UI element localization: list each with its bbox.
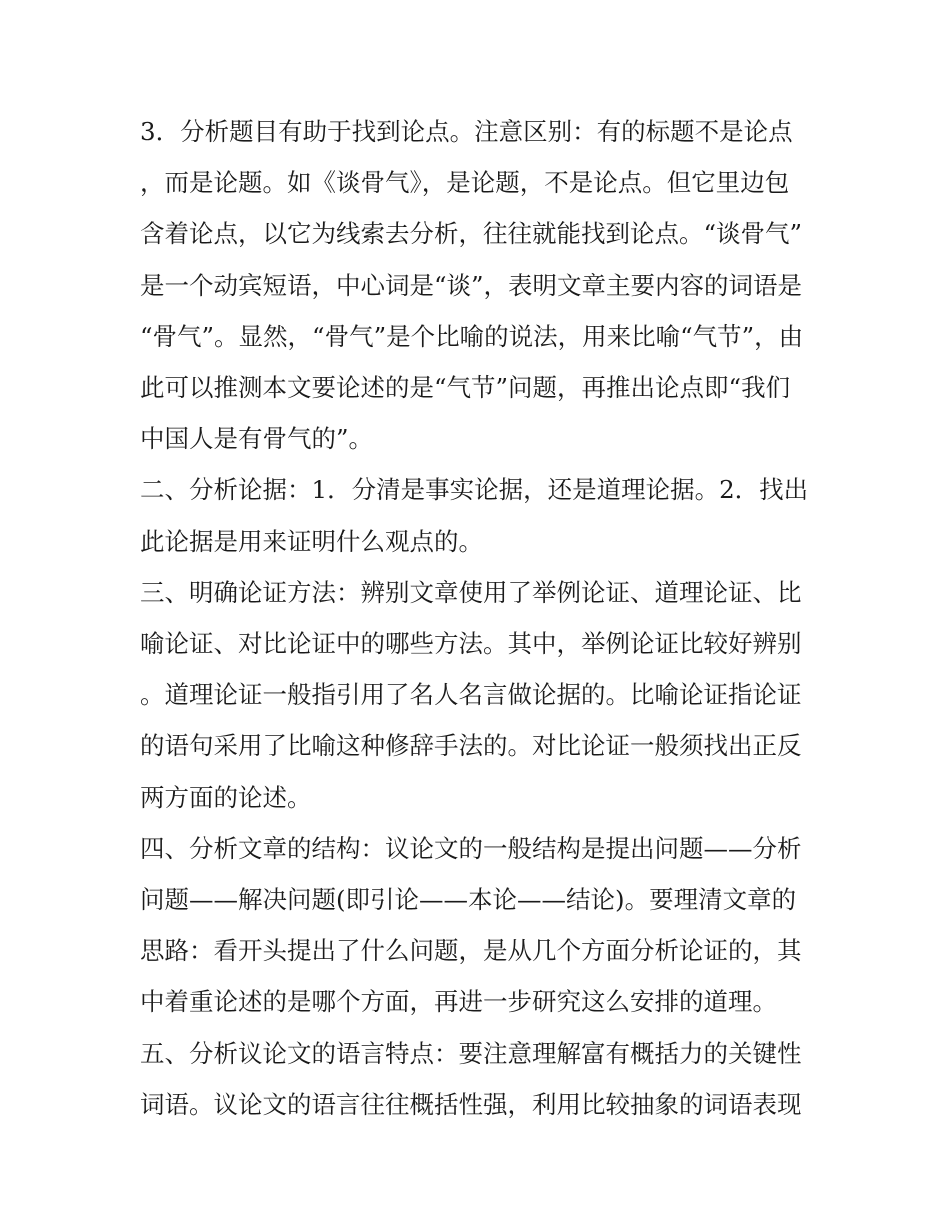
paragraph-find-thesis-from-title: 3．分析题目有助于找到论点。注意区别：有的标题不是论点，而是论题。如《谈骨气》，是论题，不是论点。但它里边包含着论点，以它为线索去分析，往往就能找到论点。“谈骨气”是一个动宾短语，中心词是“谈”，表明文章主要内容的词语是“骨气”。显然，“骨气”是个比喻的说法，用来比喻“气节”，由此可以推测本文要论述的是“气节”问题，再推出论点即“我们中国人是有骨气的”。	[140, 117, 804, 454]
paragraph-language-features: 五、分析议论文的语言特点：要注意理解富有概括力的关键性词语。议论文的语言往往概括性强，利用比较抽象的词语表现	[140, 1038, 802, 1119]
paragraph-article-structure: 四、分析文章的结构：议论文的一般结构是提出问题——分析问题——解决问题(即引论——本论——结论)。要理清文章的思路：看开头提出了什么问题，是从几个方面分析论证的，其中着重论述的是哪个方面，再进一步研究这么安排的道理。	[140, 833, 802, 1017]
paragraph-argument-methods: 三、明确论证方法：辨别文章使用了举例论证、道理论证、比喻论证、对比论证中的哪些方法。其中，举例论证比较好辨别。道理论证一般指引用了名人名言做论据的。比喻论证指论证的语句采用了比喻这种修辞手法的。对比论证一般须找出正反两方面的论述。	[140, 577, 802, 812]
document-body	[140, 106, 812, 1130]
paragraph-analyze-evidence: 二、分析论据：1．分清是事实论据，还是道理论据。2．找出此论据是用来证明什么观点的。	[140, 475, 809, 556]
